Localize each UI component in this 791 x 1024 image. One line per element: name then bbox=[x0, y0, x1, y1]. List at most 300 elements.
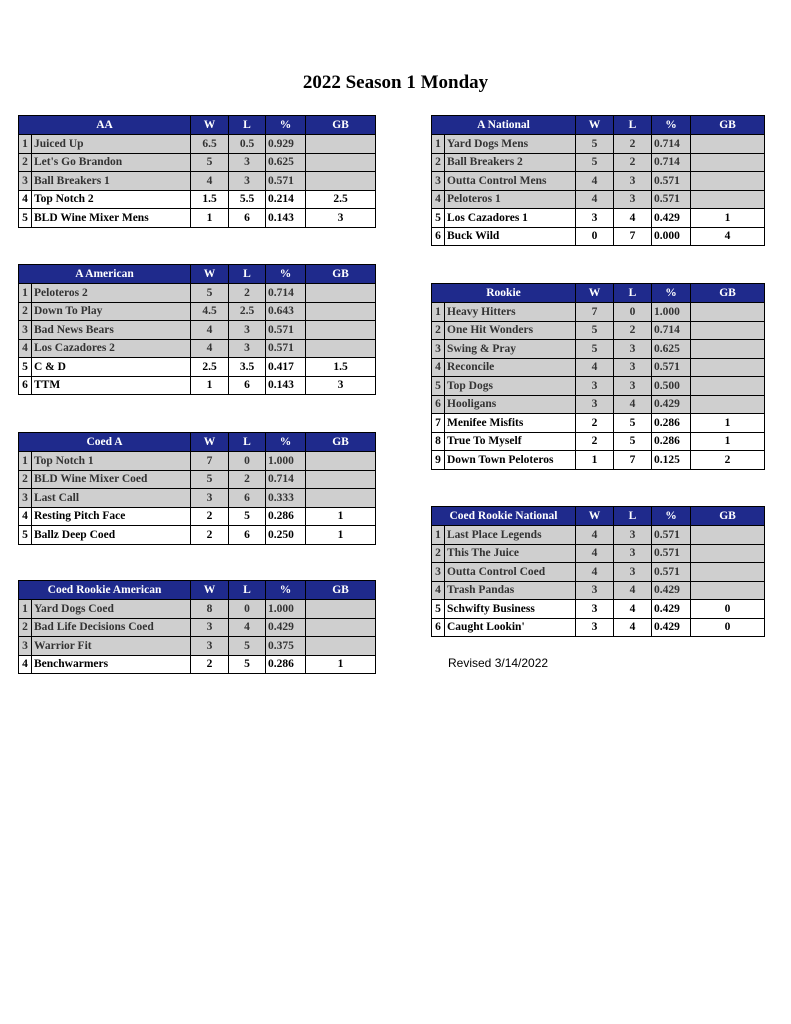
percentage-cell: 0.125 bbox=[652, 451, 691, 470]
percentage-cell: 0.250 bbox=[266, 526, 306, 545]
percentage-cell: 0.286 bbox=[266, 507, 306, 526]
team-name-cell: Warrior Fit bbox=[32, 637, 191, 656]
wins-cell: 2 bbox=[576, 432, 614, 451]
losses-cell: 3 bbox=[229, 153, 266, 172]
losses-cell: 2.5 bbox=[229, 302, 266, 321]
standings-body bbox=[19, 433, 376, 545]
wins-cell: 4 bbox=[576, 544, 614, 563]
table-row bbox=[432, 321, 765, 340]
rank-cell: 3 bbox=[432, 563, 445, 582]
games-behind-cell: 1 bbox=[691, 414, 765, 433]
losses-header: L bbox=[229, 116, 266, 135]
wins-cell: 6.5 bbox=[191, 135, 229, 154]
percentage-cell: 0.000 bbox=[652, 227, 691, 246]
games-behind-cell: 0 bbox=[691, 618, 765, 637]
losses-cell: 3 bbox=[614, 172, 652, 191]
losses-cell: 3 bbox=[614, 563, 652, 582]
percentage-header: % bbox=[266, 265, 306, 284]
wins-cell: 2 bbox=[191, 507, 229, 526]
losses-cell: 3.5 bbox=[229, 358, 266, 377]
percentage-header: % bbox=[266, 116, 306, 135]
games-behind-cell bbox=[306, 618, 376, 637]
losses-cell: 5 bbox=[614, 414, 652, 433]
percentage-cell: 0.929 bbox=[266, 135, 306, 154]
table-row bbox=[19, 470, 376, 489]
losses-cell: 2 bbox=[614, 135, 652, 154]
percentage-cell: 0.643 bbox=[266, 302, 306, 321]
games-behind-cell bbox=[306, 600, 376, 619]
percentage-cell: 0.286 bbox=[652, 432, 691, 451]
losses-cell: 5 bbox=[229, 637, 266, 656]
rank-cell: 4 bbox=[19, 655, 32, 674]
losses-cell: 5.5 bbox=[229, 190, 266, 209]
percentage-cell: 0.714 bbox=[652, 321, 691, 340]
table-row bbox=[19, 172, 376, 191]
losses-cell: 3 bbox=[614, 190, 652, 209]
rank-cell: 8 bbox=[432, 432, 445, 451]
games-behind-header: GB bbox=[306, 265, 376, 284]
table-header-row bbox=[19, 116, 376, 135]
percentage-cell: 0.143 bbox=[266, 376, 306, 395]
rank-cell: 1 bbox=[432, 303, 445, 322]
losses-cell: 3 bbox=[229, 321, 266, 340]
percentage-cell: 0.286 bbox=[266, 655, 306, 674]
percentage-cell: 0.429 bbox=[266, 618, 306, 637]
team-name-cell: Benchwarmers bbox=[32, 655, 191, 674]
percentage-cell: 0.429 bbox=[652, 618, 691, 637]
coed-rookie-american-standings-table bbox=[18, 580, 376, 674]
rank-cell: 6 bbox=[19, 376, 32, 395]
games-behind-cell bbox=[691, 563, 765, 582]
games-behind-header: GB bbox=[306, 433, 376, 452]
wins-cell: 5 bbox=[191, 470, 229, 489]
rank-cell: 9 bbox=[432, 451, 445, 470]
percentage-cell: 0.333 bbox=[266, 489, 306, 508]
losses-cell: 3 bbox=[229, 172, 266, 191]
table-row bbox=[19, 452, 376, 471]
games-behind-cell bbox=[691, 190, 765, 209]
games-behind-cell bbox=[306, 470, 376, 489]
games-behind-cell: 1 bbox=[306, 507, 376, 526]
games-behind-cell bbox=[691, 544, 765, 563]
coed-rookie-national-standings-table bbox=[431, 506, 765, 637]
games-behind-cell bbox=[691, 526, 765, 545]
losses-cell: 3 bbox=[614, 526, 652, 545]
table-row bbox=[19, 190, 376, 209]
table-row bbox=[432, 153, 765, 172]
table-row bbox=[432, 432, 765, 451]
losses-header: L bbox=[614, 116, 652, 135]
losses-cell: 2 bbox=[229, 470, 266, 489]
losses-header: L bbox=[229, 433, 266, 452]
percentage-cell: 0.143 bbox=[266, 209, 306, 228]
games-behind-cell bbox=[691, 321, 765, 340]
rank-cell: 6 bbox=[432, 227, 445, 246]
table-row bbox=[19, 358, 376, 377]
team-name-cell: Last Call bbox=[32, 489, 191, 508]
wins-header: W bbox=[191, 116, 229, 135]
wins-cell: 0 bbox=[576, 227, 614, 246]
table-header-row bbox=[432, 116, 765, 135]
table-row bbox=[432, 227, 765, 246]
games-behind-header: GB bbox=[306, 116, 376, 135]
games-behind-cell bbox=[691, 303, 765, 322]
wins-cell: 5 bbox=[191, 284, 229, 303]
percentage-header: % bbox=[266, 581, 306, 600]
team-name-cell: Last Place Legends bbox=[445, 526, 576, 545]
games-behind-cell: 3 bbox=[306, 209, 376, 228]
table-row bbox=[432, 581, 765, 600]
wins-cell: 2 bbox=[191, 526, 229, 545]
rank-cell: 6 bbox=[432, 618, 445, 637]
table-row bbox=[19, 302, 376, 321]
rank-cell: 4 bbox=[19, 507, 32, 526]
a-national-standings-table bbox=[431, 115, 765, 246]
losses-header: L bbox=[229, 581, 266, 600]
standings-body bbox=[19, 581, 376, 674]
wins-cell: 7 bbox=[576, 303, 614, 322]
losses-cell: 4 bbox=[614, 395, 652, 414]
wins-cell: 4 bbox=[576, 526, 614, 545]
losses-cell: 5 bbox=[229, 507, 266, 526]
team-name-cell: Outta Control Coed bbox=[445, 563, 576, 582]
rank-cell: 1 bbox=[19, 135, 32, 154]
division-name-header: Coed A bbox=[19, 433, 191, 452]
table-row bbox=[432, 340, 765, 359]
team-name-cell: Ballz Deep Coed bbox=[32, 526, 191, 545]
games-behind-cell: 2.5 bbox=[306, 190, 376, 209]
revised-date: Revised 3/14/2022 bbox=[448, 656, 549, 670]
percentage-cell: 0.429 bbox=[652, 209, 691, 228]
rank-cell: 2 bbox=[19, 302, 32, 321]
table-row bbox=[19, 284, 376, 303]
team-name-cell: Yard Dogs Coed bbox=[32, 600, 191, 619]
team-name-cell: Schwifty Business bbox=[445, 600, 576, 619]
rank-cell: 4 bbox=[432, 358, 445, 377]
losses-cell: 0 bbox=[229, 600, 266, 619]
team-name-cell: Buck Wild bbox=[445, 227, 576, 246]
losses-cell: 7 bbox=[614, 451, 652, 470]
losses-cell: 5 bbox=[229, 655, 266, 674]
wins-cell: 3 bbox=[191, 637, 229, 656]
table-row bbox=[432, 451, 765, 470]
percentage-cell: 0.714 bbox=[266, 284, 306, 303]
percentage-header: % bbox=[652, 116, 691, 135]
table-row bbox=[19, 321, 376, 340]
division-name-header: AA bbox=[19, 116, 191, 135]
losses-cell: 2 bbox=[614, 153, 652, 172]
losses-cell: 7 bbox=[614, 227, 652, 246]
wins-header: W bbox=[191, 265, 229, 284]
rank-cell: 2 bbox=[19, 618, 32, 637]
wins-cell: 1.5 bbox=[191, 190, 229, 209]
wins-cell: 5 bbox=[191, 153, 229, 172]
games-behind-cell bbox=[306, 135, 376, 154]
rank-cell: 5 bbox=[432, 377, 445, 396]
wins-cell: 3 bbox=[576, 395, 614, 414]
games-behind-cell bbox=[306, 172, 376, 191]
team-name-cell: Heavy Hitters bbox=[445, 303, 576, 322]
losses-cell: 5 bbox=[614, 432, 652, 451]
games-behind-cell: 1 bbox=[306, 526, 376, 545]
team-name-cell: Bad News Bears bbox=[32, 321, 191, 340]
rank-cell: 1 bbox=[19, 600, 32, 619]
wins-cell: 4 bbox=[191, 172, 229, 191]
games-behind-cell bbox=[691, 395, 765, 414]
rank-cell: 4 bbox=[432, 581, 445, 600]
losses-cell: 0.5 bbox=[229, 135, 266, 154]
wins-cell: 7 bbox=[191, 452, 229, 471]
percentage-cell: 0.714 bbox=[652, 135, 691, 154]
team-name-cell: Ball Breakers 1 bbox=[32, 172, 191, 191]
team-name-cell: Caught Lookin' bbox=[445, 618, 576, 637]
losses-cell: 4 bbox=[229, 618, 266, 637]
percentage-cell: 0.571 bbox=[652, 358, 691, 377]
team-name-cell: Los Cazadores 1 bbox=[445, 209, 576, 228]
table-row bbox=[19, 637, 376, 656]
wins-header: W bbox=[576, 507, 614, 526]
wins-cell: 3 bbox=[576, 600, 614, 619]
percentage-cell: 0.571 bbox=[652, 190, 691, 209]
table-header-row bbox=[432, 284, 765, 303]
rank-cell: 4 bbox=[19, 339, 32, 358]
wins-cell: 1 bbox=[191, 209, 229, 228]
games-behind-cell: 1 bbox=[691, 209, 765, 228]
games-behind-cell: 1 bbox=[691, 432, 765, 451]
division-name-header: A National bbox=[432, 116, 576, 135]
wins-cell: 2 bbox=[576, 414, 614, 433]
standings-body bbox=[19, 265, 376, 395]
team-name-cell: Bad Life Decisions Coed bbox=[32, 618, 191, 637]
division-name-header: Rookie bbox=[432, 284, 576, 303]
table-row bbox=[432, 209, 765, 228]
losses-cell: 3 bbox=[614, 377, 652, 396]
rank-cell: 7 bbox=[432, 414, 445, 433]
wins-cell: 1 bbox=[191, 376, 229, 395]
team-name-cell: Peloteros 1 bbox=[445, 190, 576, 209]
table-row bbox=[19, 655, 376, 674]
percentage-cell: 0.625 bbox=[652, 340, 691, 359]
wins-cell: 3 bbox=[576, 377, 614, 396]
table-header-row bbox=[19, 265, 376, 284]
games-behind-cell bbox=[691, 172, 765, 191]
table-row bbox=[19, 526, 376, 545]
wins-cell: 4 bbox=[576, 172, 614, 191]
percentage-header: % bbox=[266, 433, 306, 452]
table-row bbox=[432, 303, 765, 322]
table-row bbox=[432, 135, 765, 154]
games-behind-cell: 0 bbox=[691, 600, 765, 619]
table-row bbox=[19, 618, 376, 637]
aa-standings-table bbox=[18, 115, 376, 228]
wins-cell: 3 bbox=[191, 489, 229, 508]
percentage-cell: 1.000 bbox=[266, 600, 306, 619]
table-row bbox=[19, 209, 376, 228]
rank-cell: 6 bbox=[432, 395, 445, 414]
rank-cell: 3 bbox=[432, 172, 445, 191]
team-name-cell: Los Cazadores 2 bbox=[32, 339, 191, 358]
a-american-standings-table bbox=[18, 264, 376, 395]
percentage-cell: 0.214 bbox=[266, 190, 306, 209]
losses-cell: 3 bbox=[614, 340, 652, 359]
games-behind-cell bbox=[306, 284, 376, 303]
rookie-standings-table bbox=[431, 283, 765, 470]
games-behind-cell bbox=[306, 489, 376, 508]
percentage-cell: 0.571 bbox=[652, 544, 691, 563]
percentage-cell: 0.571 bbox=[652, 563, 691, 582]
percentage-cell: 1.000 bbox=[652, 303, 691, 322]
table-row bbox=[19, 376, 376, 395]
games-behind-cell bbox=[306, 339, 376, 358]
percentage-cell: 0.571 bbox=[266, 339, 306, 358]
table-row bbox=[432, 377, 765, 396]
team-name-cell: Hooligans bbox=[445, 395, 576, 414]
wins-header: W bbox=[191, 581, 229, 600]
table-row bbox=[432, 618, 765, 637]
wins-cell: 4 bbox=[576, 190, 614, 209]
games-behind-header: GB bbox=[691, 284, 765, 303]
team-name-cell: Yard Dogs Mens bbox=[445, 135, 576, 154]
percentage-cell: 0.429 bbox=[652, 395, 691, 414]
games-behind-cell: 4 bbox=[691, 227, 765, 246]
wins-header: W bbox=[576, 284, 614, 303]
percentage-cell: 0.625 bbox=[266, 153, 306, 172]
team-name-cell: Ball Breakers 2 bbox=[445, 153, 576, 172]
wins-cell: 3 bbox=[191, 618, 229, 637]
team-name-cell: Swing & Pray bbox=[445, 340, 576, 359]
games-behind-cell bbox=[306, 637, 376, 656]
wins-cell: 1 bbox=[576, 451, 614, 470]
percentage-cell: 0.571 bbox=[652, 526, 691, 545]
rank-cell: 4 bbox=[432, 190, 445, 209]
table-row bbox=[432, 172, 765, 191]
rank-cell: 5 bbox=[432, 600, 445, 619]
team-name-cell: Juiced Up bbox=[32, 135, 191, 154]
rank-cell: 1 bbox=[432, 135, 445, 154]
rank-cell: 1 bbox=[432, 526, 445, 545]
standings-body bbox=[432, 116, 765, 246]
games-behind-cell: 1.5 bbox=[306, 358, 376, 377]
wins-cell: 4.5 bbox=[191, 302, 229, 321]
wins-cell: 4 bbox=[191, 339, 229, 358]
team-name-cell: Top Notch 1 bbox=[32, 452, 191, 471]
rank-cell: 2 bbox=[432, 544, 445, 563]
team-name-cell: Down Town Peloteros bbox=[445, 451, 576, 470]
losses-header: L bbox=[614, 507, 652, 526]
rank-cell: 5 bbox=[19, 526, 32, 545]
team-name-cell: Outta Control Mens bbox=[445, 172, 576, 191]
division-name-header: Coed Rookie National bbox=[432, 507, 576, 526]
losses-cell: 6 bbox=[229, 376, 266, 395]
wins-cell: 2 bbox=[191, 655, 229, 674]
rank-cell: 5 bbox=[19, 209, 32, 228]
percentage-cell: 0.571 bbox=[266, 321, 306, 340]
table-row bbox=[432, 358, 765, 377]
rank-cell: 2 bbox=[432, 153, 445, 172]
losses-cell: 4 bbox=[614, 209, 652, 228]
losses-cell: 3 bbox=[229, 339, 266, 358]
games-behind-cell bbox=[691, 153, 765, 172]
losses-cell: 6 bbox=[229, 526, 266, 545]
wins-cell: 3 bbox=[576, 209, 614, 228]
table-row bbox=[19, 489, 376, 508]
table-row bbox=[432, 414, 765, 433]
coed-a-standings-table bbox=[18, 432, 376, 545]
rank-cell: 3 bbox=[19, 321, 32, 340]
losses-cell: 4 bbox=[614, 618, 652, 637]
team-name-cell: This The Juice bbox=[445, 544, 576, 563]
wins-header: W bbox=[576, 116, 614, 135]
games-behind-cell: 1 bbox=[306, 655, 376, 674]
games-behind-cell bbox=[306, 452, 376, 471]
games-behind-cell bbox=[691, 135, 765, 154]
rank-cell: 5 bbox=[432, 209, 445, 228]
team-name-cell: Let's Go Brandon bbox=[32, 153, 191, 172]
percentage-header: % bbox=[652, 507, 691, 526]
standings-body bbox=[19, 116, 376, 228]
losses-cell: 4 bbox=[614, 581, 652, 600]
table-row bbox=[432, 563, 765, 582]
rank-cell: 2 bbox=[432, 321, 445, 340]
team-name-cell: BLD Wine Mixer Coed bbox=[32, 470, 191, 489]
wins-cell: 5 bbox=[576, 321, 614, 340]
losses-cell: 3 bbox=[614, 358, 652, 377]
team-name-cell: Reconcile bbox=[445, 358, 576, 377]
games-behind-cell bbox=[691, 377, 765, 396]
games-behind-cell bbox=[306, 321, 376, 340]
losses-header: L bbox=[229, 265, 266, 284]
losses-cell: 0 bbox=[614, 303, 652, 322]
games-behind-cell bbox=[691, 358, 765, 377]
percentage-cell: 0.500 bbox=[652, 377, 691, 396]
percentage-cell: 0.714 bbox=[266, 470, 306, 489]
games-behind-header: GB bbox=[306, 581, 376, 600]
games-behind-cell bbox=[691, 581, 765, 600]
rank-cell: 1 bbox=[19, 452, 32, 471]
wins-cell: 5 bbox=[576, 340, 614, 359]
standings-body bbox=[432, 507, 765, 637]
percentage-cell: 1.000 bbox=[266, 452, 306, 471]
rank-cell: 5 bbox=[19, 358, 32, 377]
percentage-cell: 0.429 bbox=[652, 600, 691, 619]
losses-cell: 2 bbox=[614, 321, 652, 340]
standings-body bbox=[432, 284, 765, 470]
page-title: 2022 Season 1 Monday bbox=[302, 72, 489, 93]
table-row bbox=[432, 544, 765, 563]
table-row bbox=[19, 135, 376, 154]
losses-cell: 6 bbox=[229, 489, 266, 508]
table-row bbox=[432, 190, 765, 209]
team-name-cell: C & D bbox=[32, 358, 191, 377]
wins-header: W bbox=[191, 433, 229, 452]
percentage-cell: 0.375 bbox=[266, 637, 306, 656]
rank-cell: 3 bbox=[19, 489, 32, 508]
wins-cell: 4 bbox=[191, 321, 229, 340]
percentage-header: % bbox=[652, 284, 691, 303]
percentage-cell: 0.571 bbox=[266, 172, 306, 191]
table-row bbox=[19, 339, 376, 358]
rank-cell: 3 bbox=[432, 340, 445, 359]
wins-cell: 5 bbox=[576, 135, 614, 154]
games-behind-cell bbox=[691, 340, 765, 359]
percentage-cell: 0.571 bbox=[652, 172, 691, 191]
games-behind-header: GB bbox=[691, 507, 765, 526]
losses-cell: 0 bbox=[229, 452, 266, 471]
team-name-cell: BLD Wine Mixer Mens bbox=[32, 209, 191, 228]
table-row bbox=[19, 153, 376, 172]
rank-cell: 2 bbox=[19, 153, 32, 172]
rank-cell: 4 bbox=[19, 190, 32, 209]
